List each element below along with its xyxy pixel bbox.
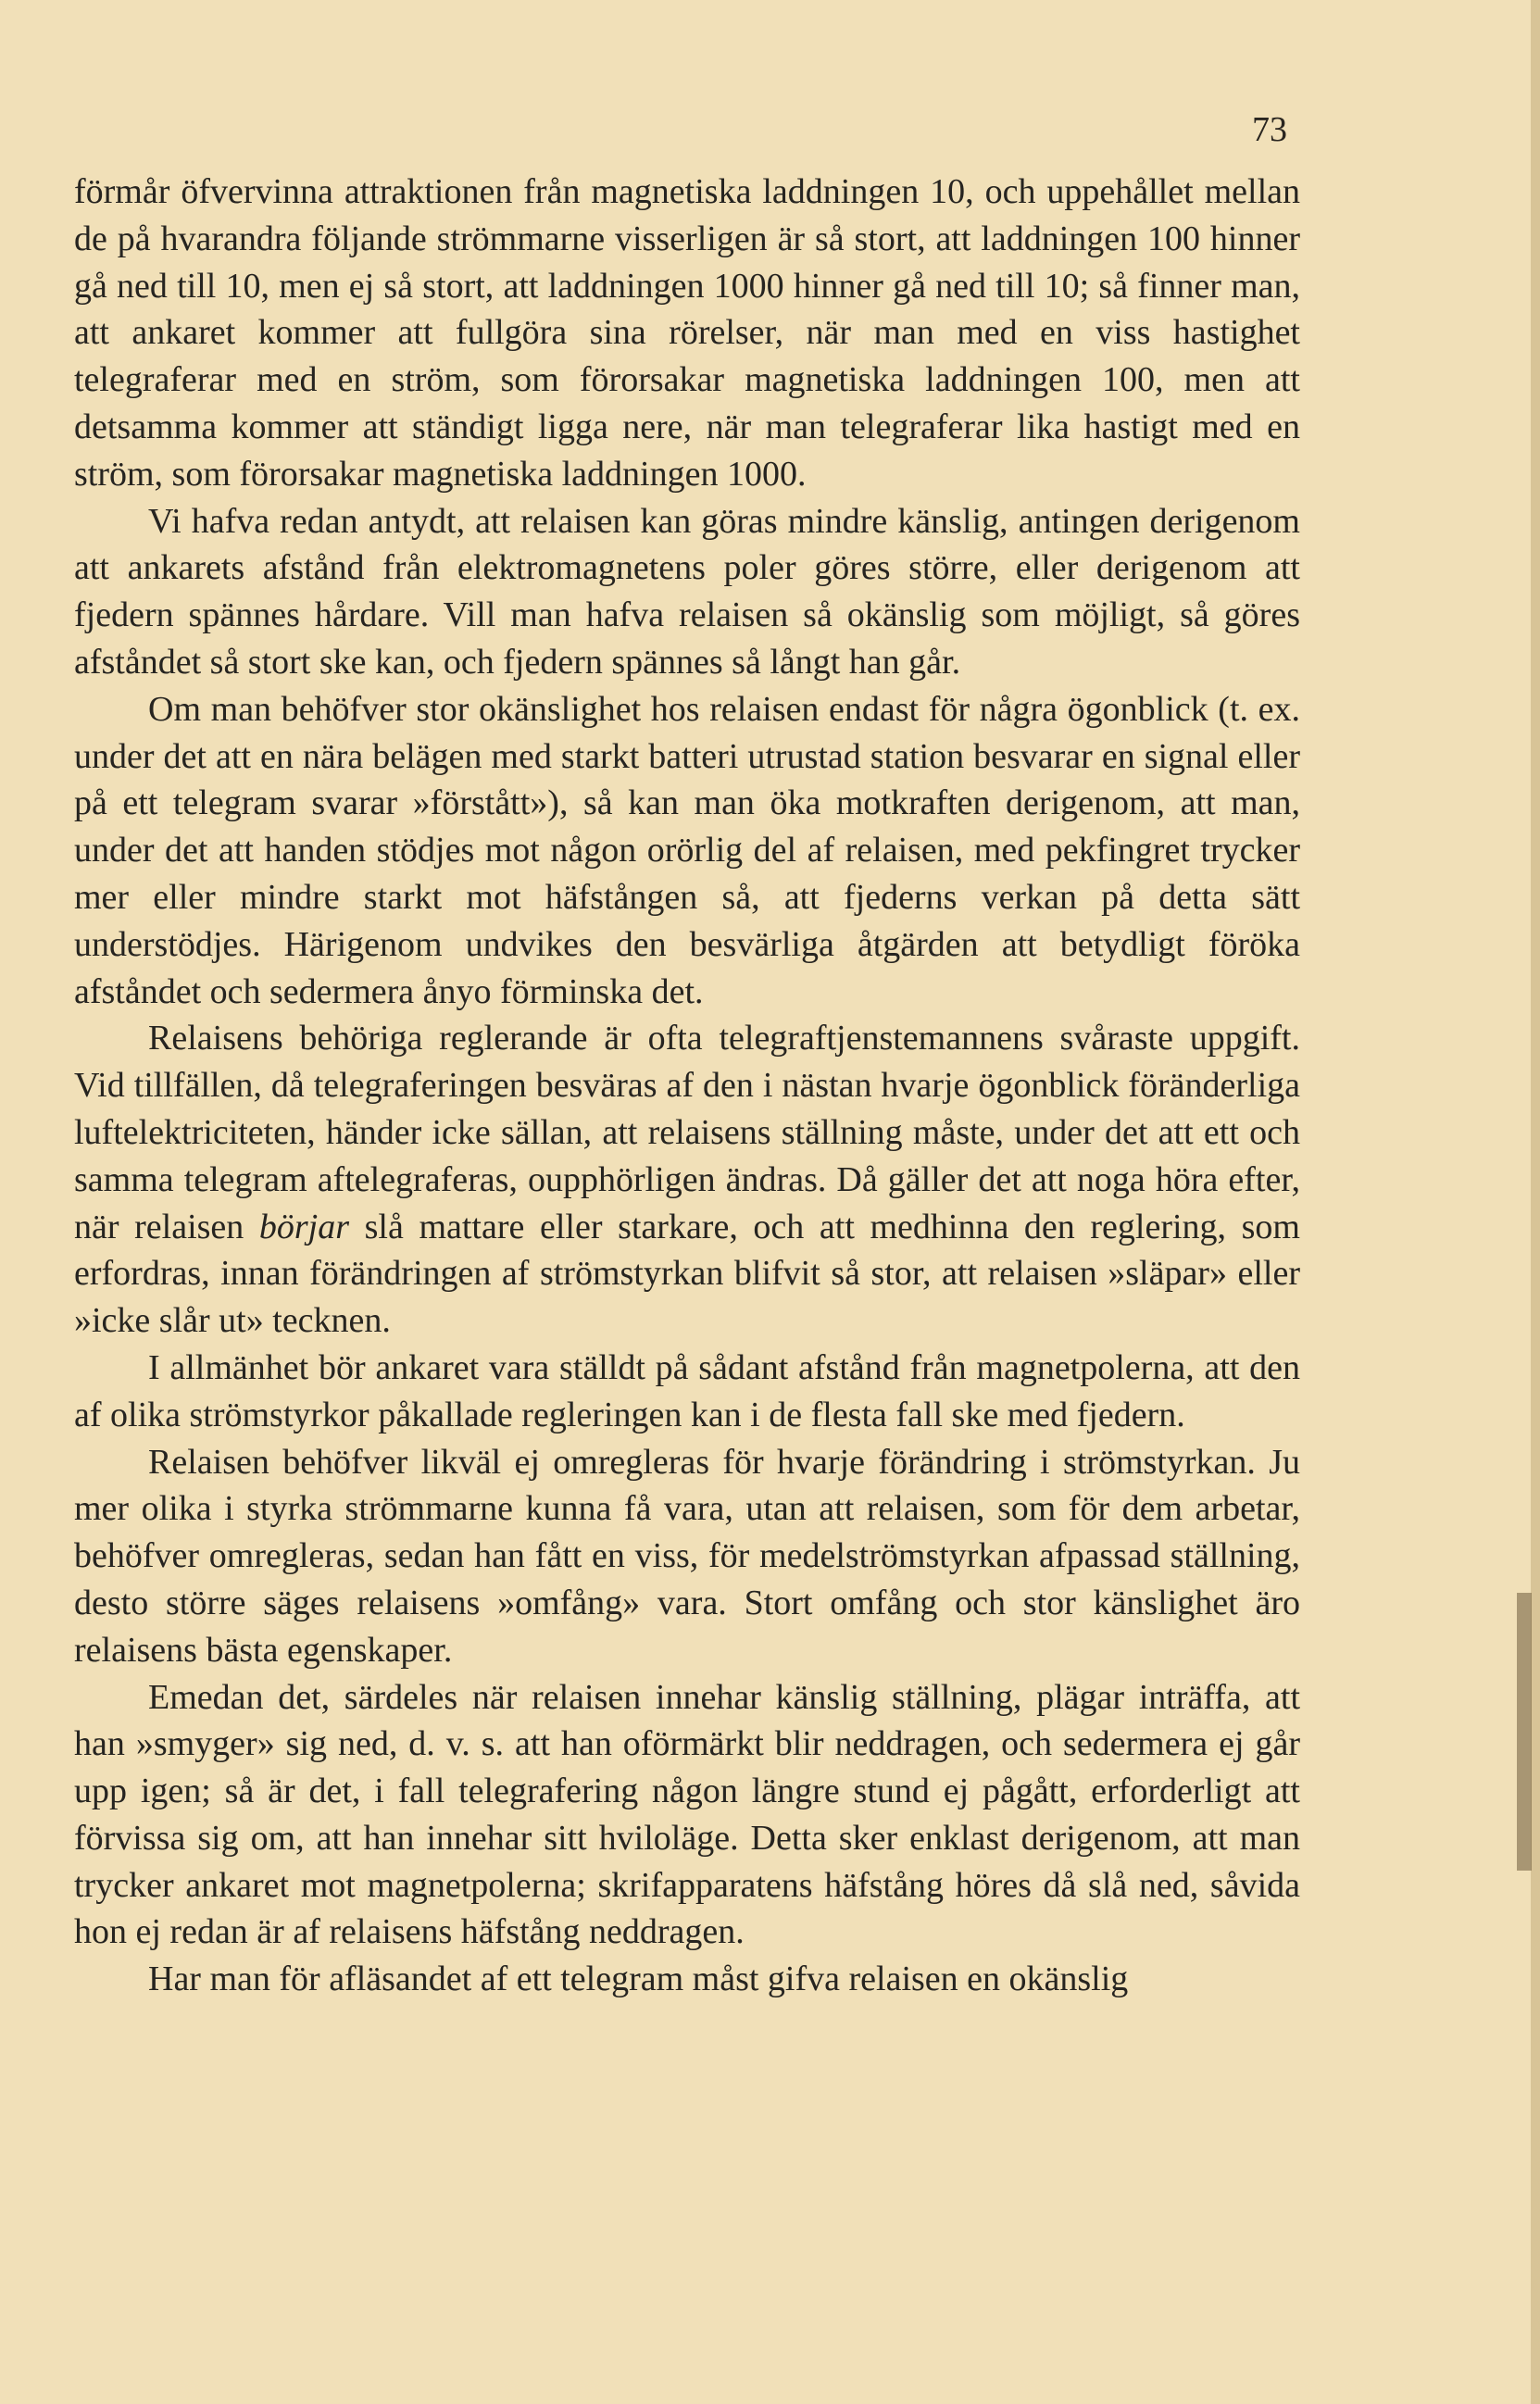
paragraph-1: förmår öfvervinna attraktionen från magnetiska laddningen 10, och uppehållet mellan de på hvarandra följande strömmarne visserligen är så stort, att laddningen 100 hinner gå ned till 10, men ej så stort, att laddningen 1000 hinner gå ned till 10; så finner man, att ankaret kommer att fullgöra sina rörelser, när man med en viss hastighet telegraferar med en ström, som förorsakar magnetiska laddningen 100, men att detsamma kommer att ständigt ligga nere, när man telegraferar lika hastigt med en ström, som förorsakar magnetiska laddningen 1000.: [74, 172, 1300, 494]
page-edge: [1531, 0, 1540, 2404]
paragraph-3: Om man behöfver stor okänslighet hos relaisen endast för några ögonblick (t. ex. under det att en nära belägen med starkt batteri utrustad station besvarar en signal eller på ett telegram svarar »förstått»), så kan man öka motkraften derigenom, att man, under det att handen stödjes mot någon orörlig del af relaisen, med pekfingret trycker mer eller mindre starkt mot häfstången så, att fjederns verkan på detta sätt understödjes. Härigenom undvikes den besvärliga åtgärden att betydligt föröka afståndet och sedermera ånyo förminska det.: [74, 689, 1300, 1011]
paragraph-4-before: Relaisens behöriga reglerande är ofta telegraftjenstemannens svåraste uppgift. Vid tillfällen, då telegraferingen besväras af den i nästan hvarje ögonblick föränderliga luftelektriciteten, händer icke sällan, att relaisens ställning måste, under det att ett och samma telegram aftelegraferas, oupphörligen ändras. Då gäller det att noga höra efter, när relaisen: [74, 1019, 1300, 1246]
body-text: [74, 169, 1300, 2003]
emphasized-word: börjar: [258, 1207, 350, 1246]
margin-stain: [1517, 1593, 1532, 1871]
page-number: 73: [1252, 110, 1287, 149]
paragraph-7: Emedan det, särdeles när relaisen innehar känslig ställning, plägar inträffa, att han »smyger» sig ned, d. v. s. att han oförmärkt blir neddragen, och sedermera ej går upp igen; så är det, i fall telegrafering någon längre stund ej pågått, erforderligt att förvissa sig om, att han innehar sitt hviloläge. Detta sker enklast derigenom, att man trycker ankaret mot magnetpolerna; skrifapparatens häfstång höres då slå ned, såvida hon ej redan är af relaisens häfstång neddragen.: [74, 1677, 1300, 1952]
paragraph-2: Vi hafva redan antydt, att relaisen kan göras mindre känslig, antingen derigenom att ankarets afstånd från elektromagnetens poler göres större, eller derigenom att fjedern spännes hårdare. Vill man hafva relaisen så okänslig som möjligt, så göres afståndet så stort ske kan, och fjedern spännes så långt han går.: [74, 501, 1300, 682]
paragraph-4-after: slå mattare eller starkare, och att medhinna den reglering, som erfordras, innan förändringen af strömstyrkan blifvit så stor, att relaisen »släpar» eller »icke slår ut» tecknen.: [74, 1207, 1300, 1341]
paragraph-8: Har man för afläsandet af ett telegram måst gifva relaisen en okänslig: [148, 1960, 1129, 1999]
paragraph-5: I allmänhet bör ankaret vara ställdt på sådant afstånd från magnetpolerna, att den af olika strömstyrkor påkallade regleringen kan i de flesta fall ske med fjedern.: [74, 1347, 1300, 1434]
paragraph-6: Relaisen behöfver likväl ej omregleras för hvarje förändring i strömstyrkan. Ju mer olika i styrka strömmarne kunna få vara, utan att relaisen, som för dem arbetar, behöfver omregleras, sedan han fått en viss, för medelströmstyrkan afpassad ställning, desto större säges relaisens »omfång» vara. Stort omfång och stor känslighet äro relaisens bästa egenskaper.: [74, 1442, 1300, 1670]
paragraph-4: [74, 1015, 1300, 1345]
